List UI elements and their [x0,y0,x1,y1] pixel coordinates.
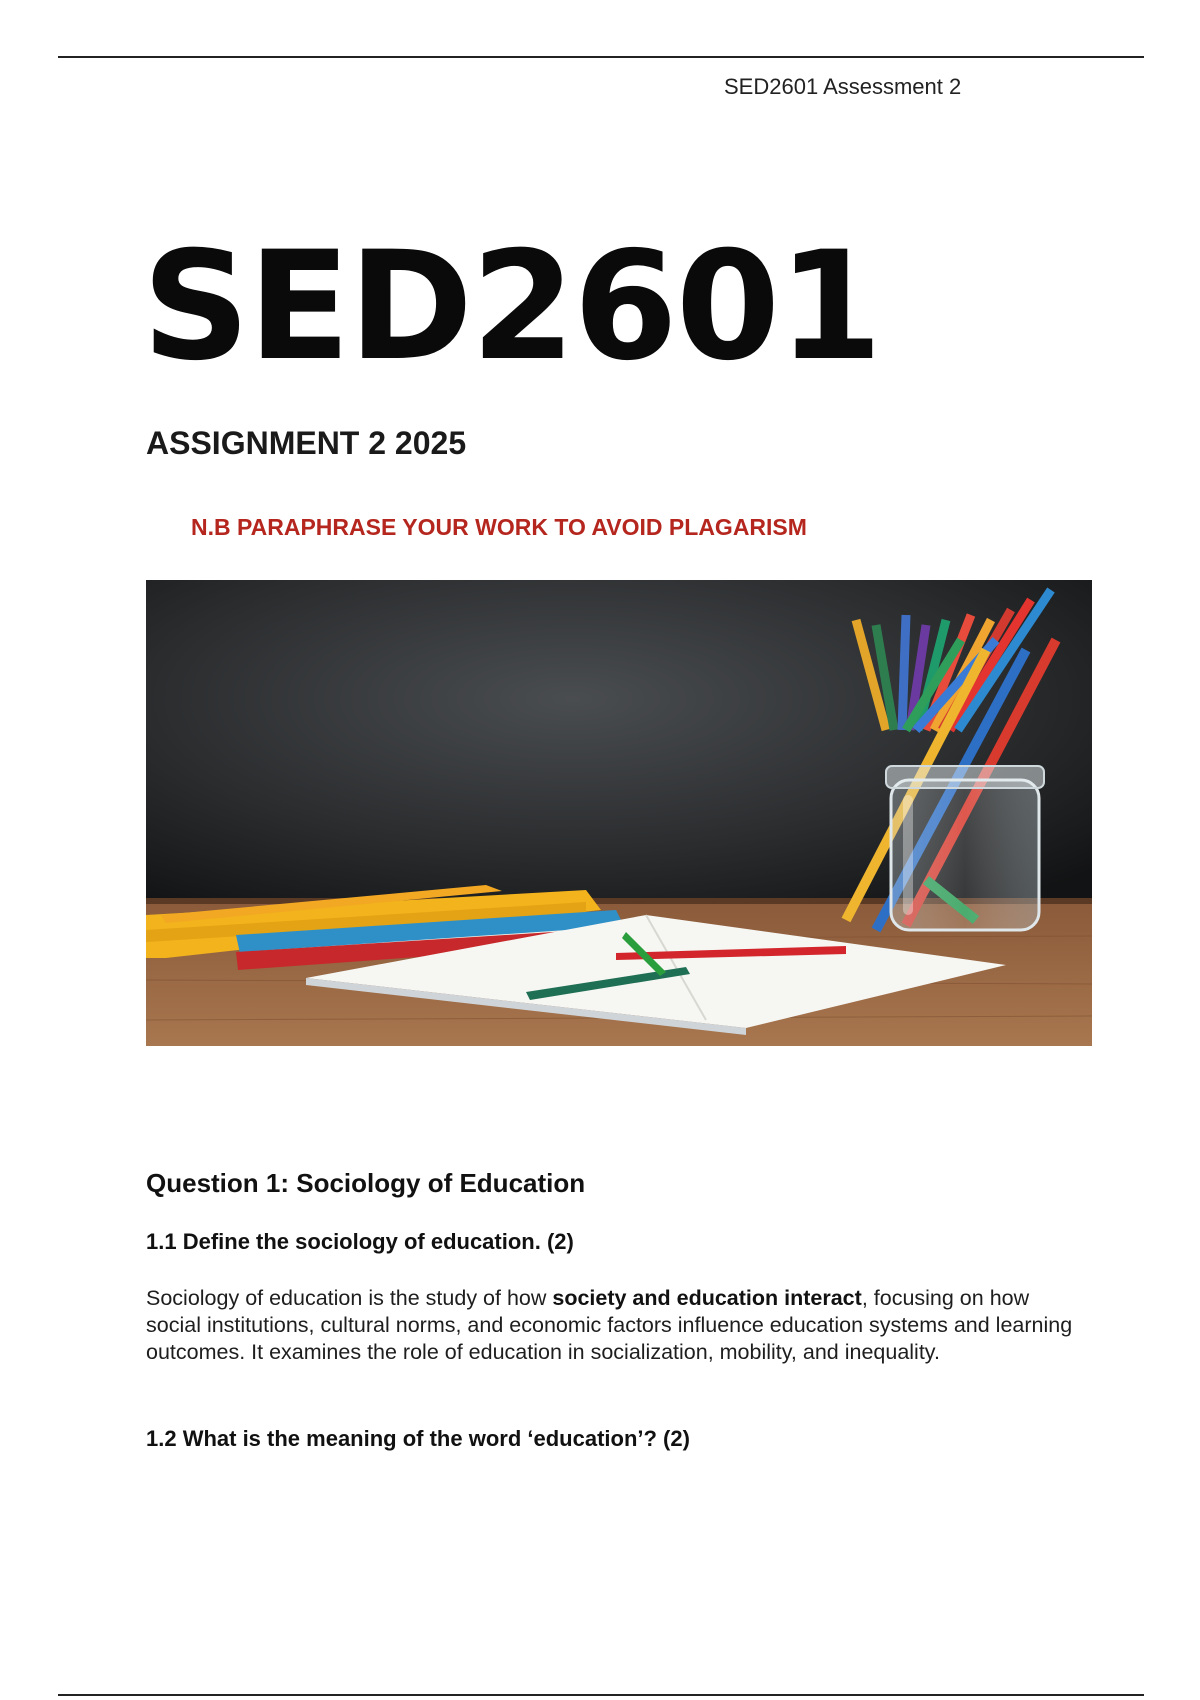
question-1-2-prompt: 1.2 What is the meaning of the word ‘education’? (2) [146,1426,690,1451]
question-1-1-prompt: 1.1 Define the sociology of education. (2) [146,1229,574,1254]
question-1-heading: Question 1: Sociology of Education [146,1168,586,1198]
plagiarism-warning: N.B PARAPHRASE YOUR WORK TO AVOID PLAGARISM [191,514,807,540]
answer-text-start: Sociology of education is the study of how [146,1286,553,1310]
footer-rule [58,1694,1144,1696]
cover-image-chalkboard-pencils [146,580,1092,1046]
course-code-title: SED2601 [142,220,881,394]
running-header: SED2601 Assessment 2 [724,74,962,99]
question-1-1-answer [146,1285,1076,1366]
assignment-title: ASSIGNMENT 2 2025 [146,425,467,461]
answer-emphasis: society and education interact [552,1286,862,1310]
header-rule [58,56,1144,58]
answer-text-end: , focusing on how social institutions, cultural norms, and economic factors influence education systems and learning outcomes. It examines the role of education in socialization, mobility, and inequality. [146,1286,1073,1364]
